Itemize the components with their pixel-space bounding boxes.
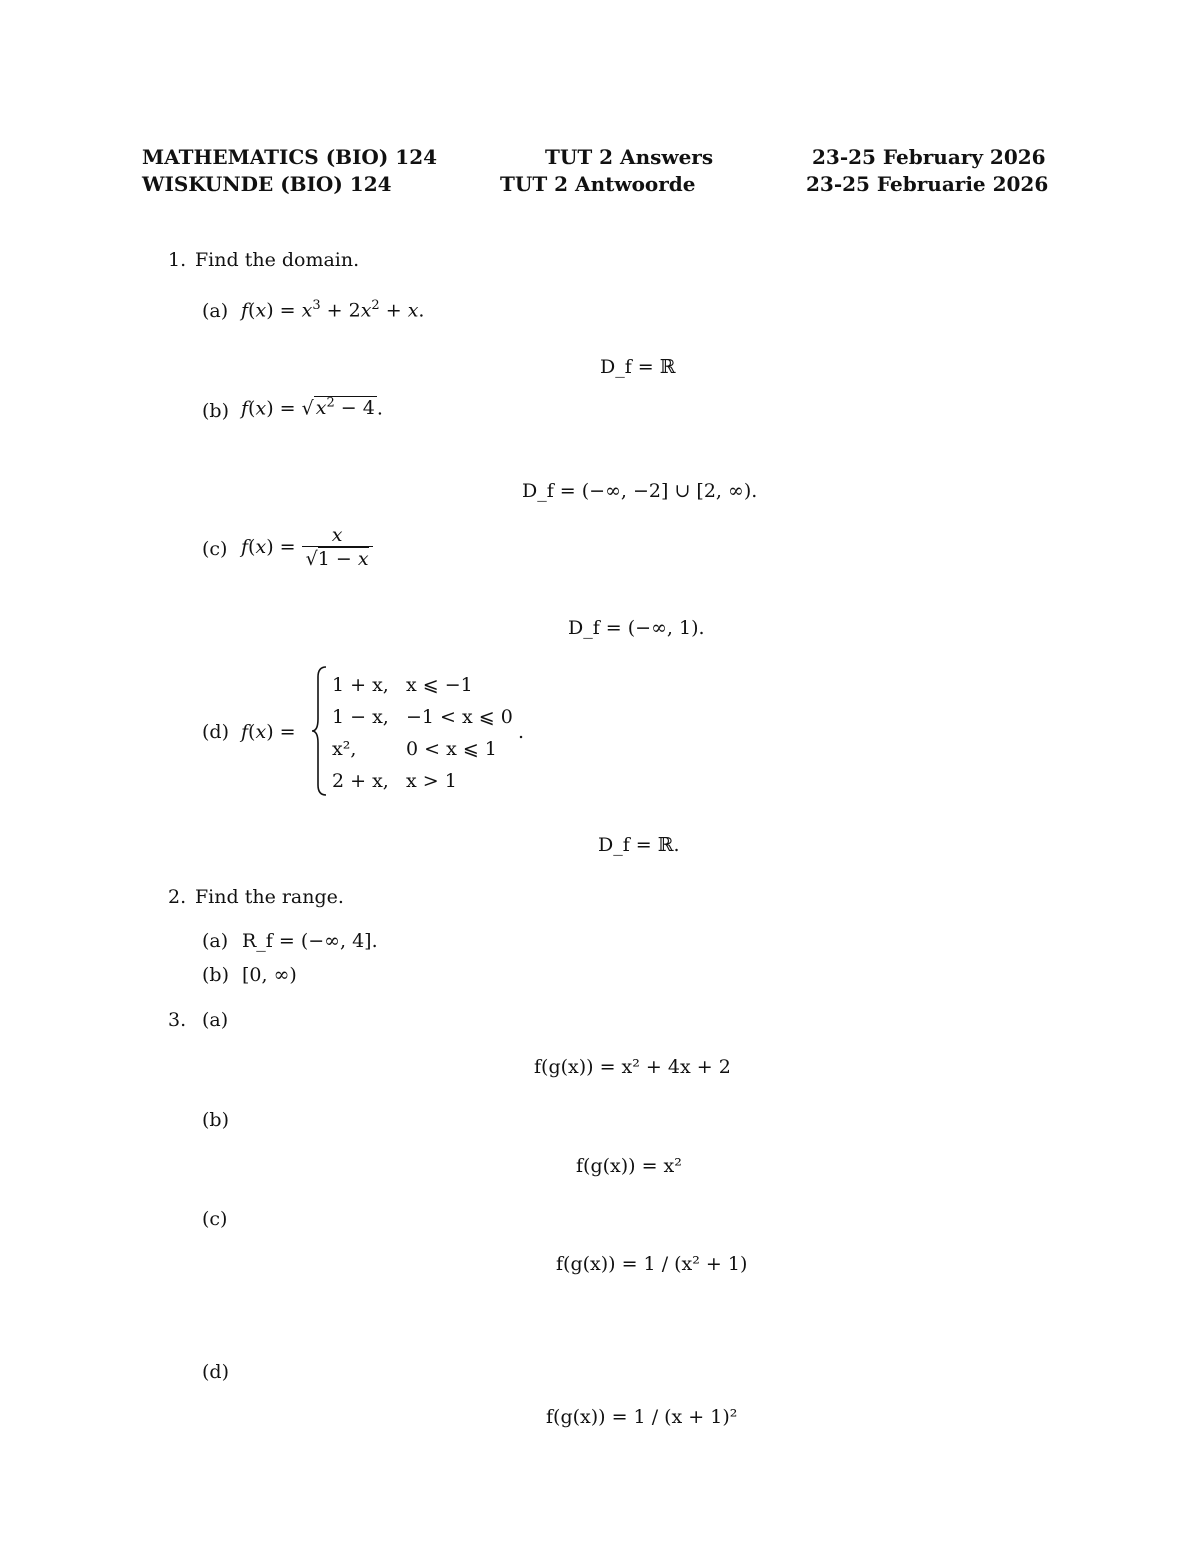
q2a-answer: R_f = (−∞, 4]. — [242, 930, 378, 952]
q1d-function-lhs: f(x) = — [241, 721, 296, 743]
q3c-label: (c) — [202, 1208, 228, 1230]
question-1-number: 1. — [168, 249, 187, 271]
q3a-answer: f(g(x)) = x² + 4x + 2 — [534, 1056, 731, 1078]
piecewise-brace — [310, 663, 330, 803]
question-2-number: 2. — [168, 886, 187, 908]
question-3-number: 3. — [168, 1009, 187, 1031]
course-title-en: MATHEMATICS (BIO) 124 — [142, 145, 438, 169]
question-2-title: Find the range. — [195, 886, 344, 908]
tut-title-en: TUT 2 Answers — [545, 145, 714, 169]
q1c-label: (c) — [202, 538, 228, 560]
q2b-label: (b) — [202, 964, 229, 986]
q1a-answer: D_f = ℝ — [600, 356, 676, 378]
question-1-title: Find the domain. — [195, 249, 360, 271]
piece-3-cond: 0 < x ⩽ 1 — [406, 738, 497, 760]
q1c-answer: D_f = (−∞, 1). — [568, 617, 705, 639]
q3b-answer: f(g(x)) = x² — [576, 1155, 682, 1177]
piece-1-expr: 1 + x, — [332, 674, 389, 696]
q3b-label: (b) — [202, 1109, 229, 1131]
q3c-answer: f(g(x)) = 1 / (x² + 1) — [556, 1253, 748, 1275]
q1d-answer: D_f = ℝ. — [598, 834, 680, 856]
date-en: 23-25 February 2026 — [812, 145, 1046, 169]
piece-4-expr: 2 + x, — [332, 770, 389, 792]
q1d-label: (d) — [202, 721, 229, 743]
piece-4-cond: x > 1 — [406, 770, 457, 792]
course-title-af: WISKUNDE (BIO) 124 — [142, 172, 392, 196]
q1a-function: $f(x) = x^3 + 2x^2 + x$. — [241, 298, 425, 322]
q1b-function: f(x) = √ $x^2 - 4$ . — [241, 396, 383, 420]
q3a-label: (a) — [202, 1009, 229, 1031]
piece-3-expr: x², — [332, 738, 357, 760]
q2b-answer: [0, ∞) — [242, 964, 297, 986]
q1c-function: f(x) = $\frac{x}{√1 - x}$ — [241, 524, 373, 570]
piece-2-expr: 1 − x, — [332, 706, 389, 728]
q3d-answer: f(g(x)) = 1 / (x + 1)² — [546, 1406, 738, 1428]
q3d-label: (d) — [202, 1361, 229, 1383]
q1b-answer: D_f = (−∞, −2] ∪ [2, ∞). — [522, 480, 758, 502]
piecewise-period: . — [518, 721, 525, 743]
piece-1-cond: x ⩽ −1 — [406, 674, 473, 696]
date-af: 23-25 Februarie 2026 — [806, 172, 1049, 196]
q2a-label: (a) — [202, 930, 229, 952]
piece-2-cond: −1 < x ⩽ 0 — [406, 706, 513, 728]
tut-title-af: TUT 2 Antwoorde — [500, 172, 696, 196]
q1a-label: (a) — [202, 300, 229, 322]
q1b-label: (b) — [202, 400, 229, 422]
